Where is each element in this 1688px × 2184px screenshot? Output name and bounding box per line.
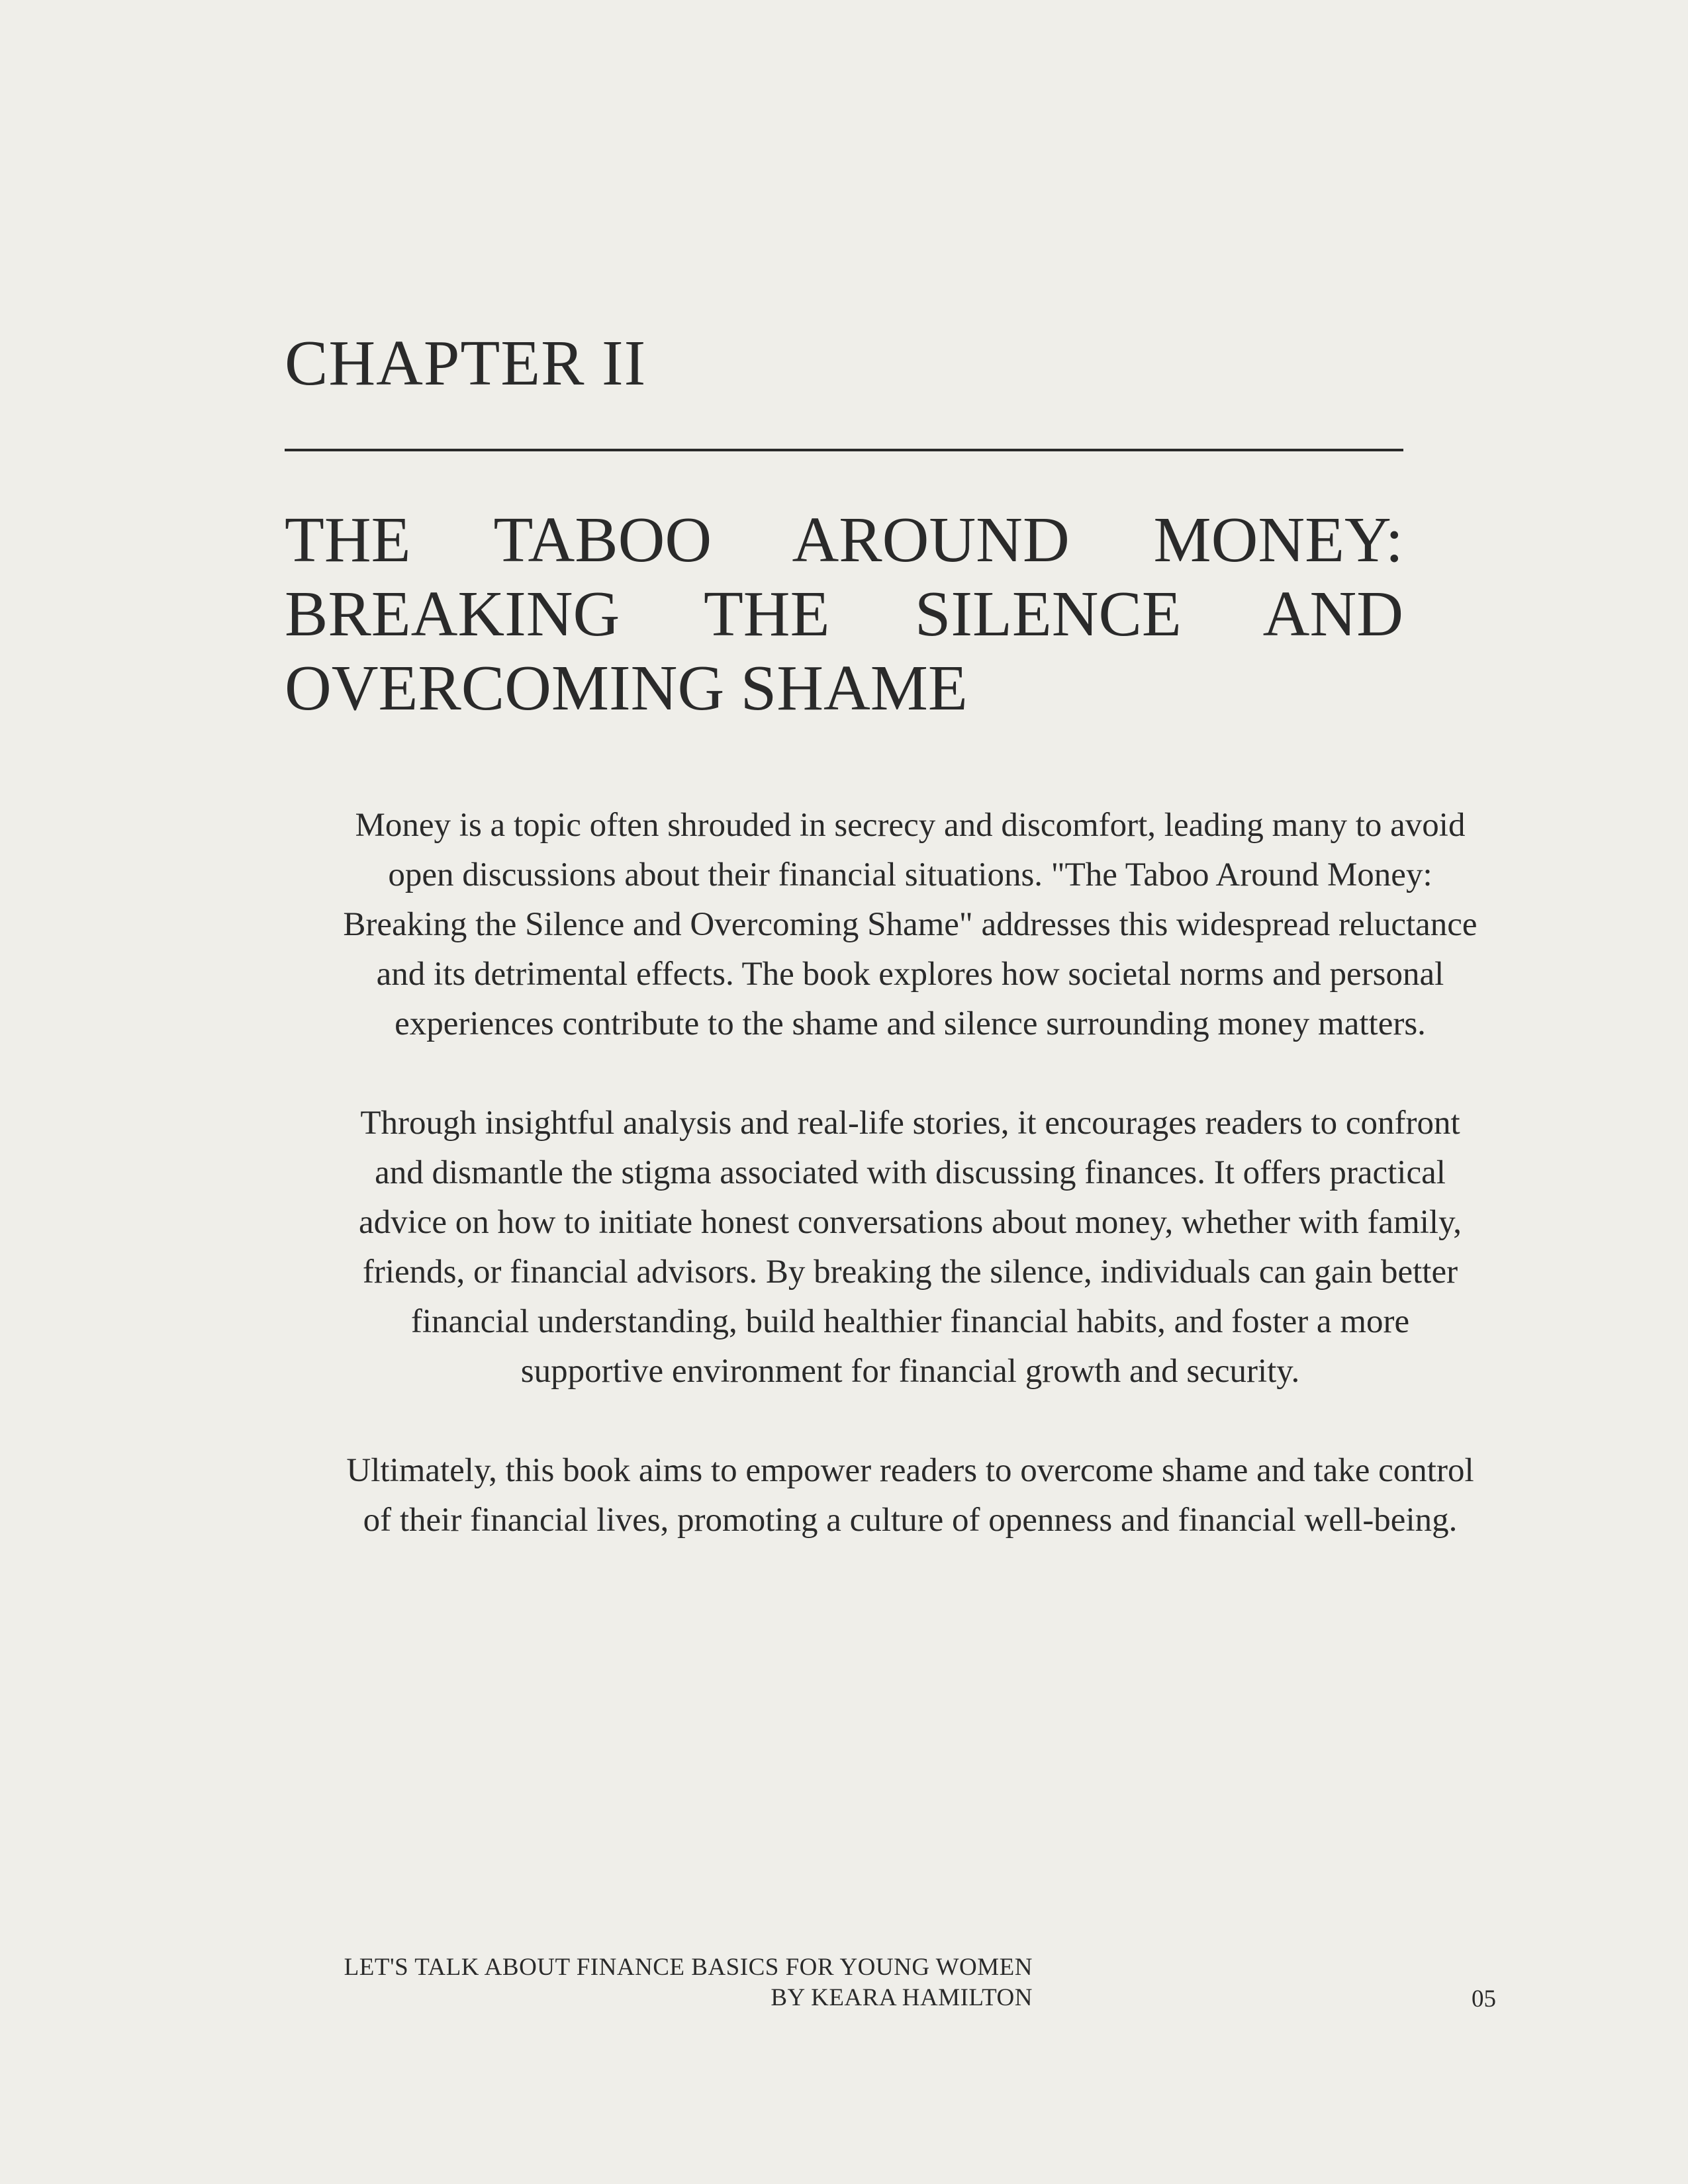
chapter-title	[285, 503, 1403, 725]
chapter-title-line: THE TABOO AROUND MONEY:	[285, 504, 1403, 576]
chapter-title-line: OVERCOMING SHAME	[285, 653, 968, 724]
chapter-title-line: BREAKING THE SILENCE AND	[285, 578, 1403, 650]
body-paragraph: Ultimately, this book aims to empower readers to overcome shame and take control of their financial lives, promoting a culture of openness and financial well-being.	[346, 1452, 1474, 1539]
footer-book-title: LET'S TALK ABOUT FINANCE BASICS FOR YOUNG WOMEN	[344, 1954, 1033, 1981]
page-footer	[331, 1952, 1033, 2013]
chapter-label: CHAPTER II	[285, 328, 647, 399]
page-number: 05	[1472, 1985, 1496, 2013]
footer-author: BY KEARA HAMILTON	[771, 1984, 1033, 2011]
body-paragraph: Money is a topic often shrouded in secrecy and discomfort, leading many to avoid open discussions about their financial situations. "The Taboo Around Money: Breaking the Silence and Overcoming Shame" addresses this widespread reluctance and its detrimental effects. The book explores how societal norms and personal experiences contribute to the shame and silence surrounding money matters.	[343, 807, 1477, 1042]
body-paragraph: Through insightful analysis and real-life stories, it encourages readers to confront and dismantle the stigma associated with discussing finances. It offers practical advice on how to initiate honest conversations about money, whether with family, friends, or financial advisors. By breaking the silence, individuals can gain better financial understanding, build healthier financial habits, and foster a more supportive environment for financial growth and security.	[358, 1105, 1462, 1390]
chapter-divider	[285, 449, 1403, 451]
chapter-body	[338, 801, 1483, 1545]
